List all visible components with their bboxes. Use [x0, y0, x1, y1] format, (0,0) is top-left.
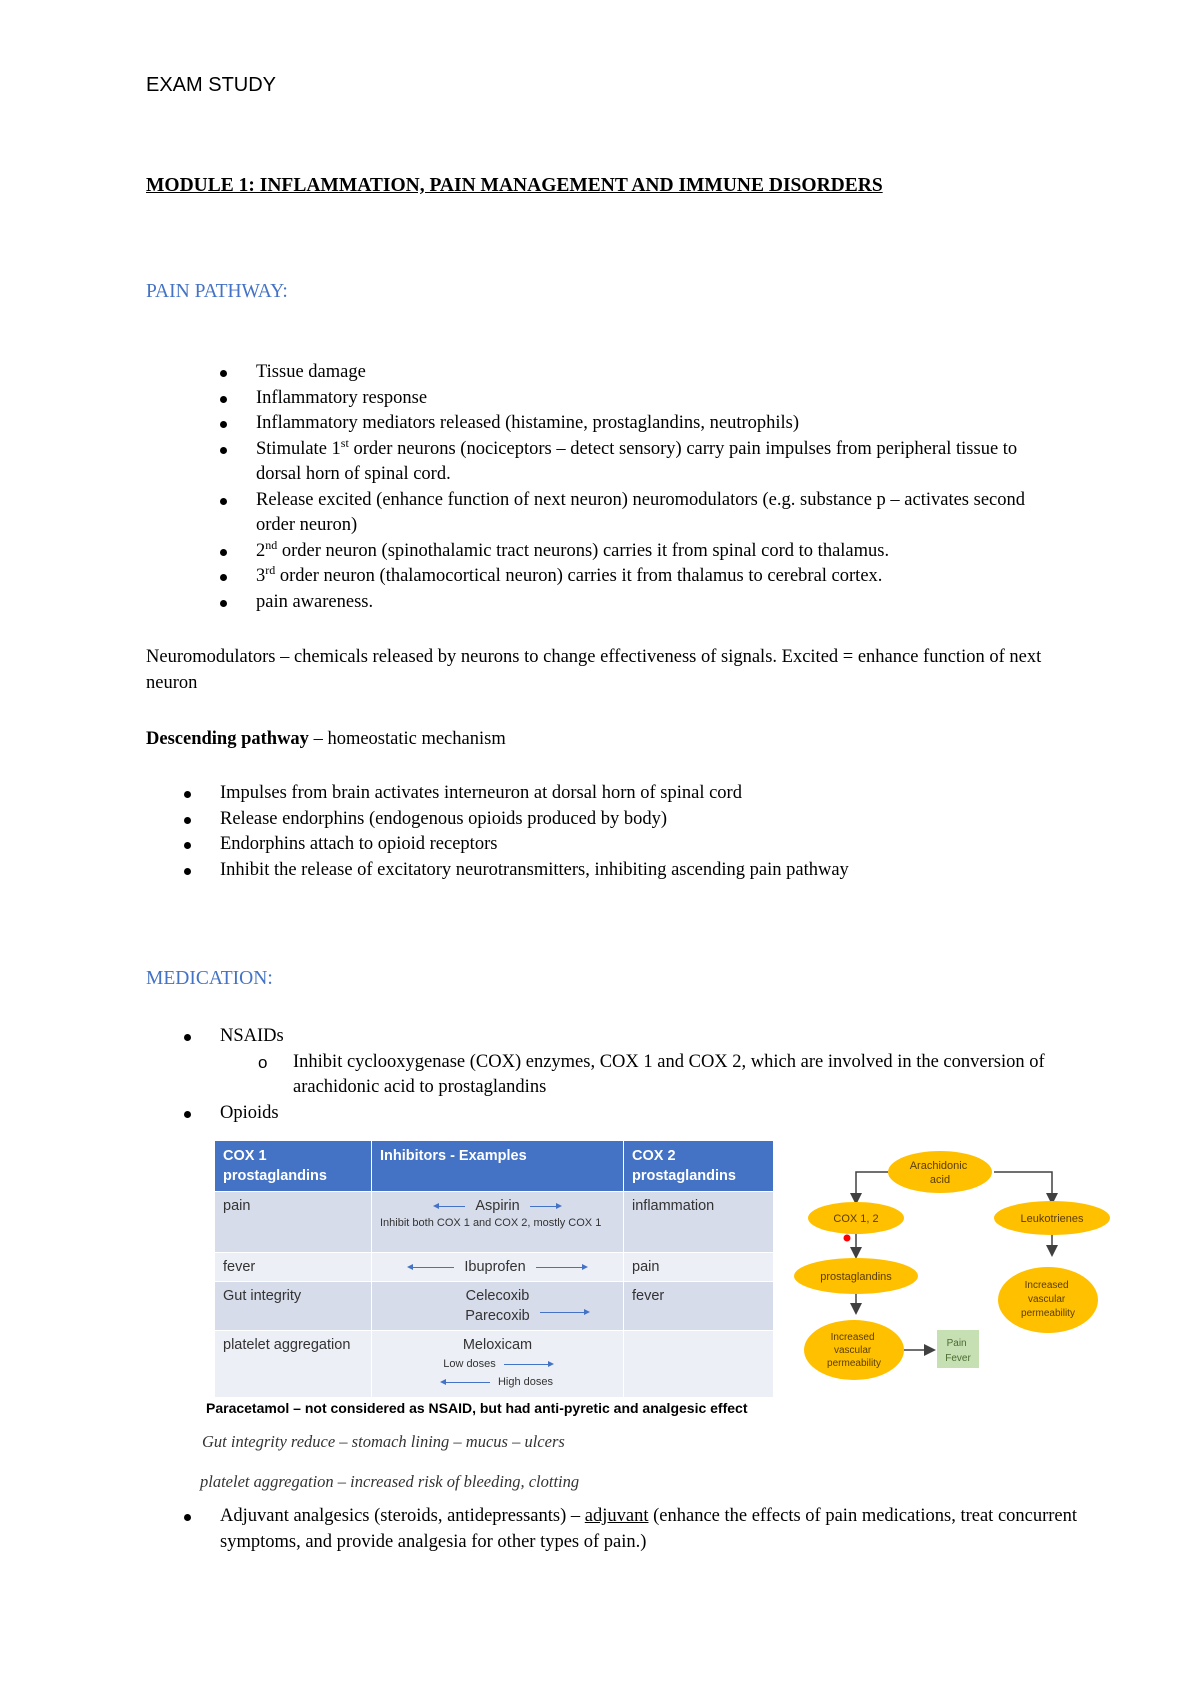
bullet-icon	[184, 791, 191, 798]
descending-pathway-title: Descending pathway	[146, 729, 309, 749]
table-cell	[372, 1192, 624, 1253]
list-item	[256, 539, 1056, 565]
drug-name: Celecoxib	[465, 1288, 530, 1304]
list-item	[256, 564, 1056, 590]
bullet-icon	[184, 868, 191, 875]
table-cell: fever	[624, 1282, 774, 1331]
table-row	[215, 1331, 774, 1398]
table-cell: platelet aggregation	[215, 1331, 372, 1398]
node-leukotrienes-label: Leukotrienes	[1020, 1213, 1084, 1225]
list-item	[256, 590, 1056, 616]
platelet-aggregation-note: platelet aggregation – increased risk of bleeding, clotting	[200, 1472, 580, 1491]
module-title: MODULE 1: INFLAMMATION, PAIN MANAGEMENT AND IMMUNE DISORDERS	[146, 175, 883, 196]
list-item-text: 2	[256, 540, 266, 561]
bullet-icon	[184, 1034, 191, 1041]
dose-high: High doses	[497, 1376, 554, 1388]
node-text: acid	[929, 1174, 951, 1186]
bullet-icon	[220, 447, 227, 454]
node-text: Arachidonic	[909, 1160, 968, 1172]
table-cell: pain	[215, 1192, 372, 1253]
list-item-text: 3	[256, 566, 266, 586]
table-row	[215, 1253, 774, 1282]
list-item-text: order neuron (thalamocortical neuron) carries it from thalamus to cerebral cortex.	[275, 566, 883, 586]
circle-bullet-icon: o	[258, 1052, 268, 1072]
table-cell	[624, 1331, 774, 1398]
cox-inhibitor-table	[214, 1140, 774, 1398]
list-item-text: order neurons (nociceptors – detect sensory) carry pain impulses from peripheral tissue to dorsal horn of spinal cord.	[256, 438, 1018, 484]
list-item	[256, 411, 1056, 437]
list-item-text: Release endorphins (endogenous opioids produced by body)	[220, 808, 667, 829]
list-item	[220, 858, 1080, 884]
sub-list-item	[220, 1050, 1080, 1101]
drug-name: Meloxicam	[462, 1337, 533, 1353]
drug-name: Ibuprofen	[464, 1259, 526, 1275]
bullet-icon	[184, 1514, 191, 1521]
neuromodulators-paragraph: Neuromodulators – chemicals released by neurons to change effectiveness of signals. Excited = enhance function of next neuron	[146, 647, 1042, 693]
descending-pathway-list	[220, 781, 1080, 883]
list-item	[256, 360, 1056, 386]
bullet-icon	[220, 549, 227, 556]
node-text: permeability	[827, 1358, 881, 1369]
list-item	[220, 781, 1080, 807]
node-text: Pain	[946, 1338, 967, 1349]
bullet-icon	[184, 817, 191, 824]
arachidonic-acid-diagram	[790, 1150, 1120, 1395]
list-item	[256, 437, 1056, 488]
node-text: permeability	[1021, 1308, 1075, 1319]
list-item	[256, 488, 1056, 539]
list-item-text: Inflammatory mediators released (histamine, prostaglandins, neutrophils)	[256, 413, 800, 433]
left-arrow-icon	[442, 1382, 490, 1383]
list-item-nsaids	[220, 1024, 1080, 1101]
list-item-text: Impulses from brain activates interneuron at dorsal horn of spinal cord	[220, 783, 742, 803]
adjuvant-text-pre: Adjuvant analgesics (steroids, antidepressants) –	[220, 1506, 585, 1526]
drug-line	[380, 1196, 615, 1216]
marker-dot	[844, 1235, 851, 1242]
right-arrow-icon	[530, 1206, 560, 1207]
dose-line	[380, 1355, 615, 1373]
medication-list	[220, 1024, 1080, 1126]
nsaids-label: NSAIDs	[220, 1026, 284, 1046]
node-cox-label: COX 1, 2	[833, 1213, 879, 1225]
list-item-text: Stimulate 1	[256, 438, 341, 459]
drug-line	[380, 1306, 615, 1326]
right-arrow-icon	[536, 1267, 586, 1268]
table-row	[215, 1282, 774, 1331]
drug-name: Parecoxib	[465, 1308, 530, 1324]
drug-line	[380, 1257, 615, 1277]
adjuvant-text-post: (enhance the effects of pain medications, treat concurrent symptoms, and provide analgesia for other types of pain.)	[220, 1506, 1078, 1552]
pain-pathway-list	[256, 360, 1056, 615]
node-text: vascular	[833, 1345, 872, 1356]
pain-pathway-heading: PAIN PATHWAY:	[146, 281, 288, 302]
node-arachidonic-acid	[888, 1151, 992, 1193]
right-arrow-icon	[540, 1312, 588, 1313]
descending-pathway-desc: – homeostatic mechanism	[308, 729, 506, 749]
ordinal-suffix: rd	[265, 562, 276, 577]
arrow-icon	[856, 1172, 888, 1202]
bullet-icon	[220, 574, 227, 581]
table-header-cox1: COX 1 prostaglandins	[215, 1141, 372, 1192]
list-item-text: Inflammatory response	[256, 387, 428, 408]
list-item-text: Release excited (enhance function of next neuron) neuromodulators (e.g. substance p – activates second order neuron)	[256, 489, 1026, 535]
dose-line	[380, 1373, 615, 1391]
node-text: Fever	[945, 1353, 971, 1364]
bullet-icon	[220, 396, 227, 403]
bullet-icon	[220, 600, 227, 607]
arrow-icon	[994, 1172, 1052, 1202]
list-item-text: Endorphins attach to opioid receptors	[220, 834, 498, 854]
list-item	[220, 807, 1080, 833]
list-item	[256, 386, 1056, 412]
left-arrow-icon	[409, 1267, 454, 1268]
paracetamol-note: Paracetamol – not considered as NSAID, but had anti-pyretic and analgesic effect	[206, 1400, 748, 1416]
drug-name: Aspirin	[475, 1198, 520, 1214]
right-arrow-icon	[504, 1364, 552, 1365]
list-item-adjuvant	[220, 1504, 1080, 1555]
bullet-icon	[184, 1111, 191, 1118]
dose-low: Low doses	[443, 1358, 496, 1370]
bullet-icon	[220, 421, 227, 428]
medication-heading: MEDICATION:	[146, 968, 273, 989]
table-cell: fever	[215, 1253, 372, 1282]
drug-line	[380, 1286, 615, 1306]
list-item-text: Tissue damage	[256, 362, 366, 382]
nsaids-description: Inhibit cyclooxygenase (COX) enzymes, COX 1 and COX 2, which are involved in the conversion of arachidonic acid to prostaglandins	[293, 1051, 1045, 1097]
drug-note: Inhibit both COX 1 and COX 2, mostly COX 1	[380, 1217, 602, 1229]
ordinal-suffix: st	[340, 435, 349, 450]
nsaids-sublist	[220, 1050, 1080, 1101]
bullet-icon	[184, 842, 191, 849]
node-permeability-right-label	[1021, 1280, 1075, 1319]
list-item-opioids	[220, 1101, 1080, 1127]
table-cell	[372, 1282, 624, 1331]
node-text: vascular	[1027, 1294, 1066, 1305]
table-row	[215, 1192, 774, 1253]
table-header-inhibitors: Inhibitors - Examples	[372, 1141, 624, 1192]
table-cell: inflammation	[624, 1192, 774, 1253]
opioids-label: Opioids	[220, 1102, 279, 1123]
table-header-cox2: COX 2 prostaglandins	[624, 1141, 774, 1192]
list-item-text: order neuron (spinothalamic tract neurons) carries it from spinal cord to thalamus.	[277, 540, 890, 561]
bullet-icon	[220, 370, 227, 377]
ordinal-suffix: nd	[265, 537, 278, 552]
drug-line	[380, 1335, 615, 1355]
adjuvant-list	[220, 1504, 1080, 1555]
list-item-text: Inhibit the release of excitatory neurotransmitters, inhibiting ascending pain pathway	[220, 859, 849, 880]
adjuvant-term: adjuvant	[584, 1506, 649, 1526]
table-cell	[372, 1253, 624, 1282]
descending-pathway-line	[146, 727, 1066, 753]
table-cell: Gut integrity	[215, 1282, 372, 1331]
node-text: Increased	[830, 1332, 875, 1343]
node-permeability-left-label	[827, 1332, 881, 1369]
node-prostaglandins-label: prostaglandins	[820, 1271, 892, 1283]
gut-integrity-note: Gut integrity reduce – stomach lining – mucus – ulcers	[202, 1432, 565, 1451]
list-item-text: pain awareness.	[256, 591, 374, 612]
node-text: Increased	[1024, 1280, 1069, 1291]
document-header: EXAM STUDY	[146, 74, 277, 96]
table-header-row	[215, 1141, 774, 1192]
bullet-icon	[220, 498, 227, 505]
left-arrow-icon	[435, 1206, 465, 1207]
table-cell	[372, 1331, 624, 1398]
list-item	[220, 832, 1080, 858]
table-cell: pain	[624, 1253, 774, 1282]
